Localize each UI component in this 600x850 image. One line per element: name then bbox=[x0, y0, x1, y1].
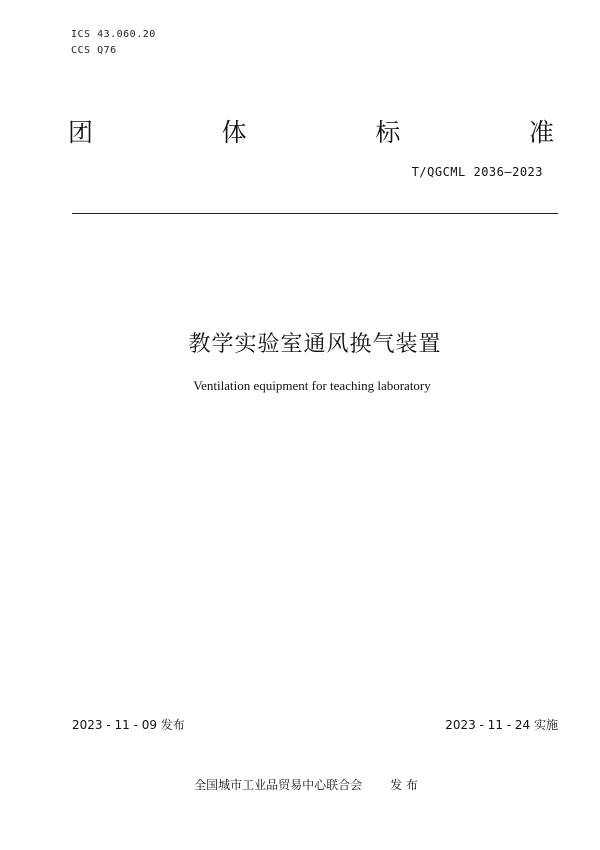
implementation-date: 2023 - 11 - 24 实施 bbox=[445, 718, 558, 732]
standard-type-heading bbox=[68, 114, 554, 148]
standard-number: T/QGCML 2036—2023 bbox=[411, 165, 543, 179]
publisher-line bbox=[0, 776, 600, 793]
document-title-english: Ventilation equipment for teaching laboratory bbox=[193, 378, 431, 393]
ics-code: ICS 43.060.20 bbox=[71, 29, 156, 40]
publisher-name: 全国城市工业品贸易中心联合会 bbox=[194, 778, 363, 792]
standard-type-char-4: 准 bbox=[528, 118, 554, 147]
document-title-chinese: 教学实验室通风换气装置 bbox=[188, 332, 442, 357]
issue-date: 2023 - 11 - 09 发布 bbox=[72, 718, 185, 732]
standard-type-char-2: 体 bbox=[221, 118, 247, 147]
publish-action: 发 布 bbox=[390, 778, 418, 792]
standard-type-char-3: 标 bbox=[375, 118, 401, 147]
header-divider bbox=[72, 213, 558, 214]
ccs-code: CCS Q76 bbox=[71, 45, 117, 56]
standard-type-char-1: 团 bbox=[68, 118, 94, 147]
